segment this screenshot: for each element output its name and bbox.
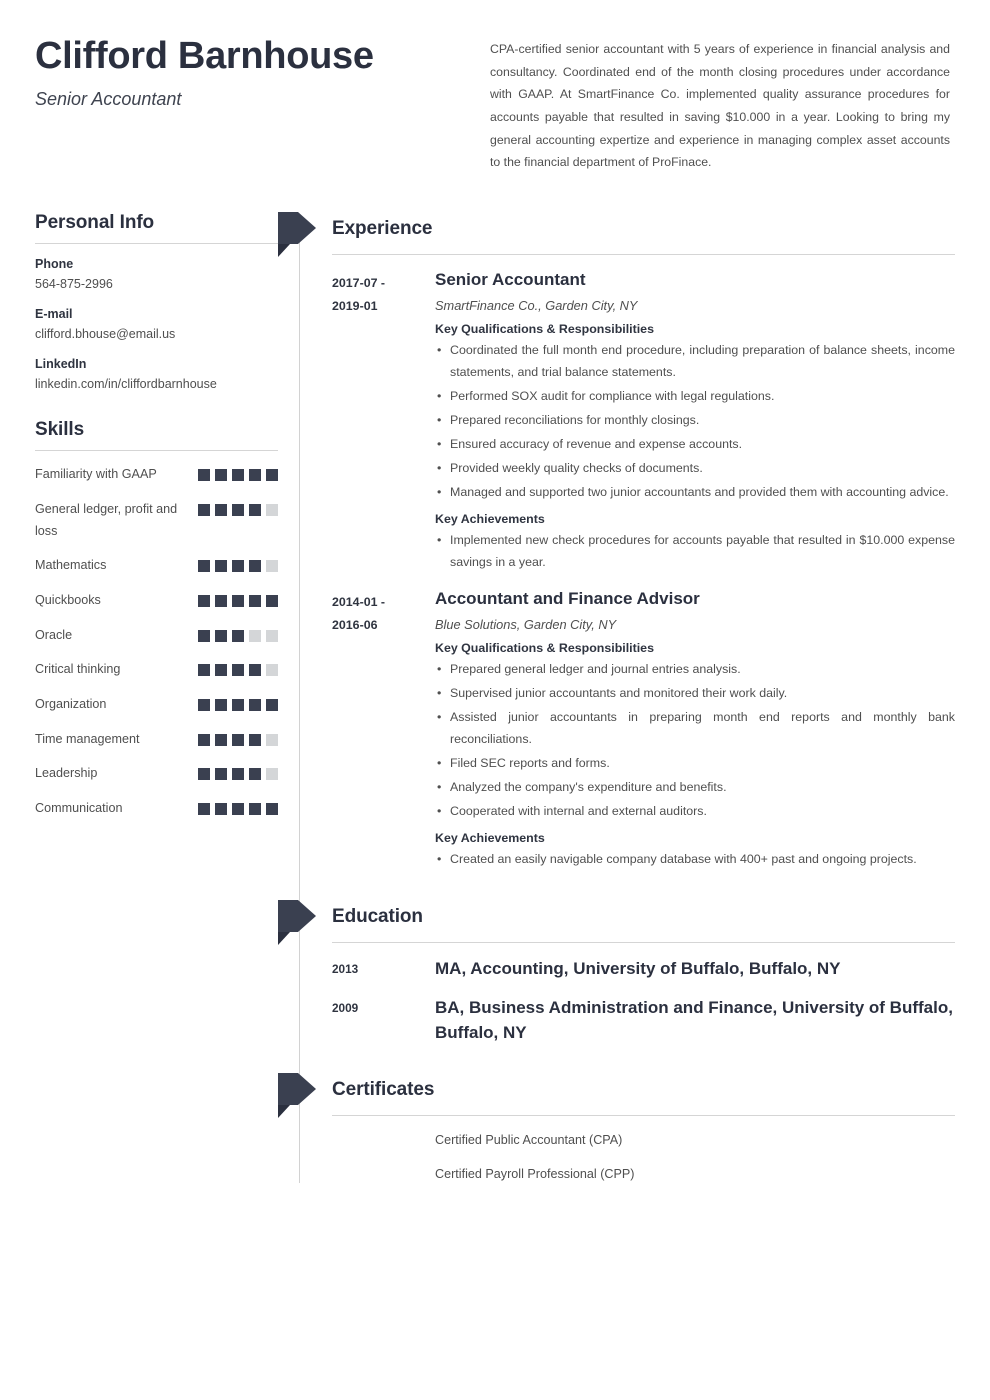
header-identity: [35, 30, 490, 174]
rating-square-empty: [266, 630, 278, 642]
job-role: Senior Accountant: [435, 269, 586, 289]
main-column: [278, 212, 955, 1184]
certificates-divider: [332, 1115, 955, 1116]
personal-info-title: Personal Info: [35, 211, 155, 233]
rating-square-filled: [215, 664, 227, 676]
skill-rating: [198, 729, 278, 746]
date-start: 2014-01 -: [332, 594, 386, 609]
skill-name: Oracle: [35, 627, 73, 642]
qualifications-label: Key Qualifications & Responsibilities: [435, 640, 654, 655]
qualifications-list: [435, 658, 955, 823]
header-summary-block: [490, 30, 950, 174]
rating-square-filled: [249, 768, 261, 780]
rating-square-filled: [232, 768, 244, 780]
skill-rating: [198, 763, 278, 780]
contact-item-linkedin: [35, 357, 278, 393]
resume-header: [0, 0, 990, 174]
certificate-name: Certified Public Accountant (CPA): [435, 1133, 623, 1148]
rating-square-filled: [215, 560, 227, 572]
qualification-item: • Ensured accuracy of revenue and expense accounts.: [435, 433, 955, 455]
rating-square-empty: [266, 734, 278, 746]
skill-row: [35, 798, 278, 820]
education-entry: [310, 957, 955, 982]
rating-square-empty: [266, 504, 278, 516]
resume-body: [0, 212, 990, 1184]
achievements-list: [435, 848, 955, 870]
experience-entries: [310, 269, 955, 871]
skill-row: [35, 763, 278, 785]
rating-square-empty: [266, 768, 278, 780]
experience-section: [310, 212, 955, 871]
skill-rating: [198, 590, 278, 607]
qualification-item: • Analyzed the company's expenditure and benefits.: [435, 776, 955, 798]
skill-rating: [198, 659, 278, 676]
qualifications-list: [435, 339, 955, 504]
ribbon-marker-icon: [278, 212, 316, 244]
skill-row: [35, 464, 278, 486]
certificates-section: [310, 1073, 955, 1183]
education-year: 2009: [332, 1000, 359, 1015]
experience-entry: [310, 269, 955, 574]
rating-square-filled: [215, 699, 227, 711]
rating-square-filled: [232, 504, 244, 516]
rating-square-filled: [232, 664, 244, 676]
achievements-list: [435, 529, 955, 573]
certificate-entry: [310, 1166, 955, 1184]
rating-square-filled: [198, 560, 210, 572]
contact-label: E-mail: [35, 306, 73, 321]
qualification-item: • Supervised junior accountants and monitored their work daily.: [435, 682, 955, 704]
rating-square-filled: [266, 803, 278, 815]
qualification-item: • Provided weekly quality checks of documents.: [435, 457, 955, 479]
email-value[interactable]: clifford.bhouse@email.us: [35, 326, 176, 341]
rating-square-filled: [198, 803, 210, 815]
company-location: SmartFinance Co., Garden City, NY: [435, 297, 638, 313]
education-divider: [332, 942, 955, 943]
skill-name: General ledger, profit and loss: [35, 502, 178, 538]
experience-entry: [310, 588, 955, 871]
contact-item-email: [35, 307, 278, 343]
certificate-name: Certified Payroll Professional (CPP): [435, 1166, 635, 1181]
qualifications-label: Key Qualifications & Responsibilities: [435, 321, 654, 336]
education-title: Education: [332, 906, 423, 928]
rating-square-filled: [232, 699, 244, 711]
rating-square-filled: [232, 560, 244, 572]
rating-square-filled: [198, 768, 210, 780]
company-location: Blue Solutions, Garden City, NY: [435, 616, 617, 632]
certificates-title: Certificates: [332, 1079, 435, 1101]
experience-date-range: [332, 588, 435, 871]
skill-rating: [198, 499, 278, 516]
experience-date-range: [332, 269, 435, 574]
education-entries: [310, 957, 955, 1045]
qualification-item: • Filed SEC reports and forms.: [435, 752, 955, 774]
experience-divider: [332, 254, 955, 255]
rating-square-filled: [215, 469, 227, 481]
rating-square-filled: [249, 469, 261, 481]
candidate-name: Clifford Barnhouse: [35, 35, 374, 77]
rating-square-empty: [266, 560, 278, 572]
skill-row: [35, 729, 278, 751]
certificates-header: [310, 1073, 955, 1107]
certificates-entries: [310, 1132, 955, 1183]
skill-name: Critical thinking: [35, 662, 121, 677]
skill-row: [35, 659, 278, 681]
rating-square-filled: [249, 734, 261, 746]
rating-square-filled: [249, 803, 261, 815]
rating-square-filled: [249, 504, 261, 516]
ribbon-marker-icon: [278, 900, 316, 932]
experience-header: [310, 212, 955, 246]
job-role: Accountant and Finance Advisor: [435, 588, 700, 608]
rating-square-filled: [266, 699, 278, 711]
skill-name: Time management: [35, 731, 140, 746]
date-end: 2016-06: [332, 617, 378, 632]
achievement-item: • Implemented new check procedures for accounts payable that resulted in $10.000 expense savings in a year.: [435, 529, 955, 573]
rating-square-filled: [232, 469, 244, 481]
rating-square-filled: [215, 803, 227, 815]
skills-section: [35, 419, 278, 819]
rating-square-filled: [249, 560, 261, 572]
skills-divider: [35, 450, 278, 451]
qualification-item: • Performed SOX audit for compliance with legal regulations.: [435, 385, 955, 407]
rating-square-filled: [266, 469, 278, 481]
skill-row: [35, 694, 278, 716]
phone-value[interactable]: 564-875-2996: [35, 276, 113, 291]
rating-square-filled: [249, 699, 261, 711]
professional-summary: CPA-certified senior accountant with 5 years of experience in financial analysis and consultancy. Coordinated end of the month closing procedures under accordance with GAAP. At SmartFinance Co. implemented quality assurance procedures for accounts payable that resulted in saving $10.000 in a year. Looking to bring my general accounting expertize and experience in managing complex asset accounts to the financial department of ProFinace.: [490, 42, 950, 170]
rating-square-empty: [249, 630, 261, 642]
rating-square-filled: [215, 734, 227, 746]
candidate-job-title: Senior Accountant: [35, 88, 182, 109]
certificate-spacer: [332, 1166, 435, 1184]
rating-square-filled: [249, 595, 261, 607]
rating-square-filled: [198, 664, 210, 676]
education-header: [310, 900, 955, 934]
rating-square-filled: [198, 504, 210, 516]
rating-square-filled: [215, 595, 227, 607]
achievement-item: • Created an easily navigable company database with 400+ past and ongoing projects.: [435, 848, 955, 870]
achievements-label: Key Achievements: [435, 831, 545, 846]
skill-name: Mathematics: [35, 558, 107, 573]
skill-row: [35, 590, 278, 612]
skill-rating: [198, 464, 278, 481]
qualification-item: • Coordinated the full month end procedure, including preparation of balance sheets, income statements, and trial balance statements.: [435, 339, 955, 383]
skill-rating: [198, 555, 278, 572]
rating-square-filled: [232, 803, 244, 815]
qualification-item: • Managed and supported two junior accountants and provided them with accounting advice.: [435, 481, 955, 503]
rating-square-filled: [215, 504, 227, 516]
education-year: 2013: [332, 962, 359, 977]
skill-rating: [198, 625, 278, 642]
skill-name: Familiarity with GAAP: [35, 467, 157, 482]
qualification-item: • Assisted junior accountants in preparing month end reports and monthly bank reconciliations.: [435, 706, 955, 750]
education-degree: MA, Accounting, University of Buffalo, Buffalo, NY: [435, 959, 841, 979]
rating-square-filled: [232, 630, 244, 642]
skill-name: Communication: [35, 800, 123, 815]
rating-square-filled: [198, 630, 210, 642]
rating-square-empty: [266, 664, 278, 676]
qualification-item: • Cooperated with internal and external auditors.: [435, 800, 955, 822]
rating-square-filled: [232, 734, 244, 746]
rating-square-filled: [198, 734, 210, 746]
rating-square-filled: [198, 469, 210, 481]
rating-square-filled: [249, 664, 261, 676]
rating-square-filled: [232, 595, 244, 607]
experience-detail: [435, 269, 955, 574]
education-degree: BA, Business Administration and Finance, University of Buffalo, Buffalo, NY: [435, 997, 953, 1042]
skill-rating: [198, 798, 278, 815]
experience-title: Experience: [332, 217, 433, 239]
achievements-label: Key Achievements: [435, 512, 545, 527]
certificate-entry: [310, 1132, 955, 1150]
qualification-item: • Prepared reconciliations for monthly closings.: [435, 409, 955, 431]
skill-row: [35, 499, 278, 542]
education-entry: [310, 996, 955, 1045]
date-end: 2019-01: [332, 298, 378, 313]
skill-name: Organization: [35, 696, 107, 711]
personal-info-divider: [35, 243, 278, 244]
certificate-spacer: [332, 1132, 435, 1150]
contact-label: LinkedIn: [35, 356, 87, 371]
ribbon-marker-icon: [278, 1073, 316, 1105]
timeline-line: [299, 236, 300, 1184]
skill-name: Quickbooks: [35, 593, 101, 607]
skill-name: Leadership: [35, 766, 98, 781]
date-start: 2017-07 -: [332, 275, 386, 290]
rating-square-filled: [198, 595, 210, 607]
skill-row: [35, 625, 278, 647]
skill-rating: [198, 694, 278, 711]
skills-title: Skills: [35, 419, 85, 441]
skills-list: [35, 464, 278, 819]
rating-square-filled: [198, 699, 210, 711]
sidebar: [35, 212, 278, 1184]
rating-square-filled: [215, 768, 227, 780]
skill-row: [35, 555, 278, 577]
qualification-item: • Prepared general ledger and journal entries analysis.: [435, 658, 955, 680]
rating-square-filled: [215, 630, 227, 642]
experience-detail: [435, 588, 955, 871]
education-section: [310, 900, 955, 1045]
linkedin-value[interactable]: linkedin.com/in/cliffordbarnhouse: [35, 376, 217, 391]
personal-info-section: [35, 212, 278, 393]
contact-item-phone: [35, 257, 278, 293]
contact-label: Phone: [35, 256, 74, 271]
rating-square-filled: [266, 595, 278, 607]
